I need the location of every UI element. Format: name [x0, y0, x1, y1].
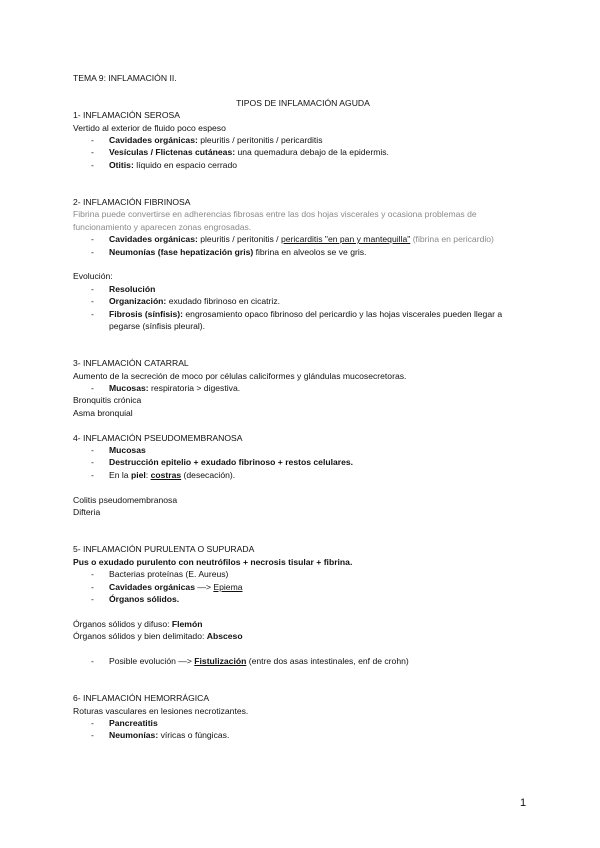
item-label: Neumonías (fase hepatización gris) [109, 246, 254, 257]
list-item: - Destrucción epitelio + exudado fibrinoso + restos celulares. [91, 457, 354, 468]
item-text: (desecación). [181, 469, 236, 480]
item-label: piel [130, 469, 146, 480]
section-3-description: Aumento de la secreción de moco por células caliciformes y glándulas mucosecretoras. [73, 370, 407, 381]
item-label: Resolución [109, 283, 156, 294]
text-line [73, 618, 533, 630]
section-5-subheading: Pus o exudado purulento con neutrófilos + necrosis tisular + fibrina. [73, 556, 353, 567]
item-underlined: costras [150, 469, 182, 480]
line-label: Absceso [206, 631, 243, 642]
item-text: pegarse (sínfisis pleural). [109, 321, 206, 332]
section-1-description: Vertido al exterior de fluido poco espeso [73, 122, 226, 133]
list-item-continuation [73, 320, 533, 332]
section-2-description-cont: funcionamiento y aparecen zonas engrosadas. [73, 221, 252, 232]
item-underlined: Epiema [213, 581, 243, 592]
section-6-heading: 6- INFLAMACIÓN HEMORRÁGICA [73, 693, 210, 704]
example-text: Asma bronquial [73, 407, 133, 418]
list-item: - Bacterias proteínas (E. Aureus) [91, 569, 229, 580]
list-item: - En la piel: costras (desecación). [91, 469, 236, 480]
list-item: - Resolución [91, 283, 156, 294]
list-item: - Organización: exudado fibrinoso en cicatriz. [91, 296, 281, 307]
item-text: una quemadura debajo de la epidermis. [235, 147, 389, 158]
item-label: Vesículas / Flictenas cutáneas: [109, 147, 236, 158]
item-label: Mucosas [109, 445, 146, 456]
item-label: Otitis: [109, 159, 134, 170]
line-label: Flemón [171, 618, 203, 629]
section-2-heading: 2- INFLAMACIÓN FIBRINOSA [73, 197, 191, 208]
item-text: pleuritis / peritonitis / pericarditis [197, 135, 323, 146]
item-label: Pancreatitis [109, 717, 158, 728]
item-label: Mucosas: [109, 383, 149, 394]
example-text: Colitis pseudomembranosa [73, 494, 178, 505]
item-text: : [145, 469, 151, 480]
section-4-heading: 4- INFLAMACIÓN PSEUDOMEMBRANOSA [73, 432, 243, 443]
list-item: - Neumonías: víricas o fúngicas. [91, 730, 230, 741]
item-label: Neumonías: [109, 730, 159, 741]
section-1-heading: 1- INFLAMACIÓN SEROSA [73, 110, 180, 121]
list-item: - Neumonías (fase hepatización gris) fibrina en alveolos se ve gris. [91, 246, 367, 257]
example-text: Bronquitis crónica [73, 395, 142, 406]
page-number: 1 [520, 797, 527, 809]
example-text: Difteria [73, 507, 101, 518]
document-header: TEMA 9: INFLAMACIÓN II. [73, 73, 177, 83]
item-text: víricas o fúngicas. [158, 730, 230, 741]
document-title: TIPOS DE INFLAMACIÓN AGUDA [236, 97, 370, 108]
list-item: - Posible evolución —> Fistulización (entre dos asas intestinales, enf de crohn) [91, 655, 409, 666]
section-2-description: Fibrina puede convertirse en adherencias fibrosas entre las dos hojas viscerales y ocasiona problemas de [73, 209, 477, 220]
text-line [73, 630, 533, 642]
list-item: - Órganos sólidos. [91, 593, 180, 604]
list-item: - Mucosas [91, 445, 146, 456]
line-text: Órganos sólidos y bien delimitado: [73, 631, 207, 642]
section-3-heading: 3- INFLAMACIÓN CATARRAL [73, 358, 189, 369]
list-item: - Cavidades orgánicas —> Epiema [91, 581, 243, 592]
item-text: (entre dos asas intestinales, enf de crohn) [246, 655, 409, 666]
item-text: líquido en espacio cerrado [133, 159, 238, 170]
line-text: Órganos sólidos y difuso: [73, 618, 172, 629]
list-item: - Vesículas / Flictenas cutáneas: una quemadura debajo de la epidermis. [91, 147, 389, 158]
item-text: —> [194, 581, 214, 592]
list-item: - Fibrosis (sínfisis): engrosamiento opaco fibrinoso del pericardio y las hojas viscerales pueden llegar a [91, 308, 503, 319]
item-text: fibrina en alveolos se ve gris. [253, 246, 367, 257]
item-text: Posible evolución —> [109, 655, 195, 666]
document-page [73, 72, 533, 742]
item-label: Organización: [109, 296, 167, 307]
section-5-heading: 5- INFLAMACIÓN PURULENTA O SUPURADA [73, 544, 255, 555]
item-label: Cavidades orgánicas [109, 581, 195, 592]
item-text: engrosamiento opaco fibrinoso del pericardio y las hojas viscerales pueden llegar a [183, 308, 503, 319]
item-text: pleuritis / peritonitis / [197, 234, 281, 245]
list-item: - Pancreatitis [91, 717, 158, 728]
list-item: - Cavidades orgánicas: pleuritis / peritonitis / pericarditis "en pan y mantequilla" (fibrina en pericardio) [91, 234, 494, 245]
section-6-description: Roturas vasculares en lesiones necrotizantes. [73, 705, 249, 716]
item-label: Destrucción epitelio + exudado fibrinoso + restos celulares. [109, 457, 354, 468]
item-underlined: Fistulización [194, 655, 247, 666]
item-label: Cavidades orgánicas: [109, 135, 198, 146]
evolution-label: Evolución: [73, 271, 113, 282]
item-text: En la [109, 469, 131, 480]
item-text: respiratoria > digestiva. [148, 383, 241, 394]
item-text: Bacterias proteínas (E. Aureus) [109, 569, 229, 580]
list-item: - Cavidades orgánicas: pleuritis / peritonitis / pericarditis [91, 135, 323, 146]
item-label: Cavidades orgánicas: [109, 234, 198, 245]
item-underlined: pericarditis "en pan y mantequilla" [280, 234, 411, 245]
item-label: Órganos sólidos. [109, 593, 180, 604]
list-item: - Otitis: líquido en espacio cerrado [91, 159, 238, 170]
list-item: - Mucosas: respiratoria > digestiva. [91, 383, 241, 394]
item-note: (fibrina en pericardio) [410, 234, 494, 245]
item-label: Fibrosis (sínfisis): [109, 308, 184, 319]
item-text: exudado fibrinoso en cicatriz. [166, 296, 281, 307]
